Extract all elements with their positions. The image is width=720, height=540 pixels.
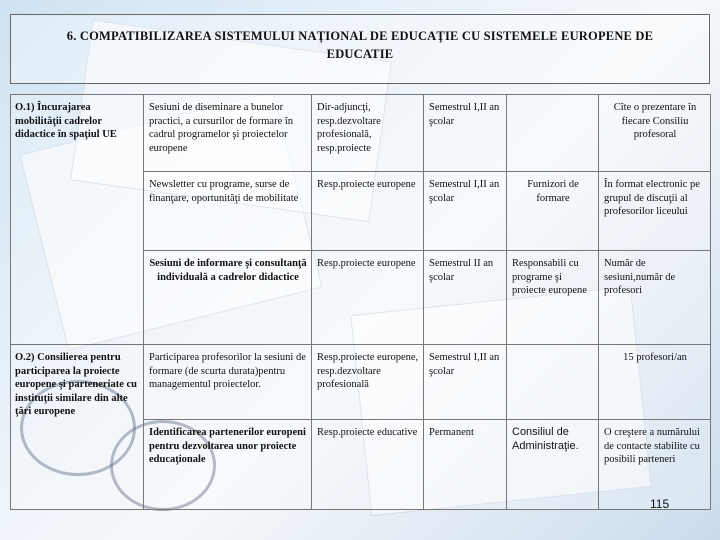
term-cell: Semestrul I,II an şcolar: [424, 172, 507, 251]
title-line-2: EDUCATIE: [326, 47, 394, 61]
resources-cell: Consiliul de Administraţie.: [507, 420, 599, 510]
activity-cell: Sesiuni de diseminare a bunelor practici, a cursurilor de formare în cadrul programelor şi proiectelor europene: [144, 95, 312, 172]
action-plan-table: [10, 94, 711, 510]
term-cell: Semestrul II an şcolar: [424, 251, 507, 345]
indicators-cell: Cîte o prezentare în fiecare Consiliu profesoral: [599, 95, 711, 172]
table-row: [11, 345, 711, 420]
responsible-cell: Resp.proiecte europene, resp.dezvoltare profesională: [312, 345, 424, 420]
responsible-cell: Resp.proiecte europene: [312, 251, 424, 345]
resources-cell: [507, 345, 599, 420]
resources-cell: [507, 95, 599, 172]
indicators-cell: În format electronic pe grupul de discuţii al profesorilor liceului: [599, 172, 711, 251]
objective-cell: O.2) Consilierea pentru participarea la proiecte europene şi parteneriate cu instituţii similare din alte ţări europene: [11, 345, 144, 510]
indicators-cell: 15 profesori/an: [599, 345, 711, 420]
responsible-cell: Resp.proiecte europene: [312, 172, 424, 251]
resources-cell: Furnizori de formare: [507, 172, 599, 251]
responsible-cell: Dir-adjuncţi, resp.dezvoltare profesională, resp.proiecte: [312, 95, 424, 172]
responsible-cell: Resp.proiecte educative: [312, 420, 424, 510]
indicators-cell: Număr de sesiuni,număr de profesori: [599, 251, 711, 345]
activity-cell: Sesiuni de informare şi consultanţă individuală a cadrelor didactice: [144, 251, 312, 345]
indicators-cell: O creştere a numărului de contacte stabilite cu posibili parteneri: [599, 420, 711, 510]
table-row: [11, 95, 711, 172]
term-cell: Semestrul I,II an şcolar: [424, 345, 507, 420]
objective-cell: O.1) Încurajarea mobilităţii cadrelor didactice în spaţiul UE: [11, 95, 144, 345]
page-title: [10, 14, 710, 84]
activity-cell: Identificarea partenerilor europeni pentru dezvoltarea unor proiecte educaţionale: [144, 420, 312, 510]
activity-cell: Newsletter cu programe, surse de finanţare, oportunităţi de mobilitate: [144, 172, 312, 251]
term-cell: Permanent: [424, 420, 507, 510]
term-cell: Semestrul I,II an şcolar: [424, 95, 507, 172]
activity-cell: Participarea profesorilor la sesiuni de formare (de scurta durata)pentru managementul proiectelor.: [144, 345, 312, 420]
title-line-1: 6. COMPATIBILIZAREA SISTEMULUI NAŢIONAL DE EDUCAŢIE CU SISTEMELE EUROPENE DE: [66, 29, 654, 43]
slide-frame: [10, 14, 710, 534]
resources-cell: Responsabili cu programe şi proiecte europene: [507, 251, 599, 345]
page-number: 115: [650, 497, 670, 511]
